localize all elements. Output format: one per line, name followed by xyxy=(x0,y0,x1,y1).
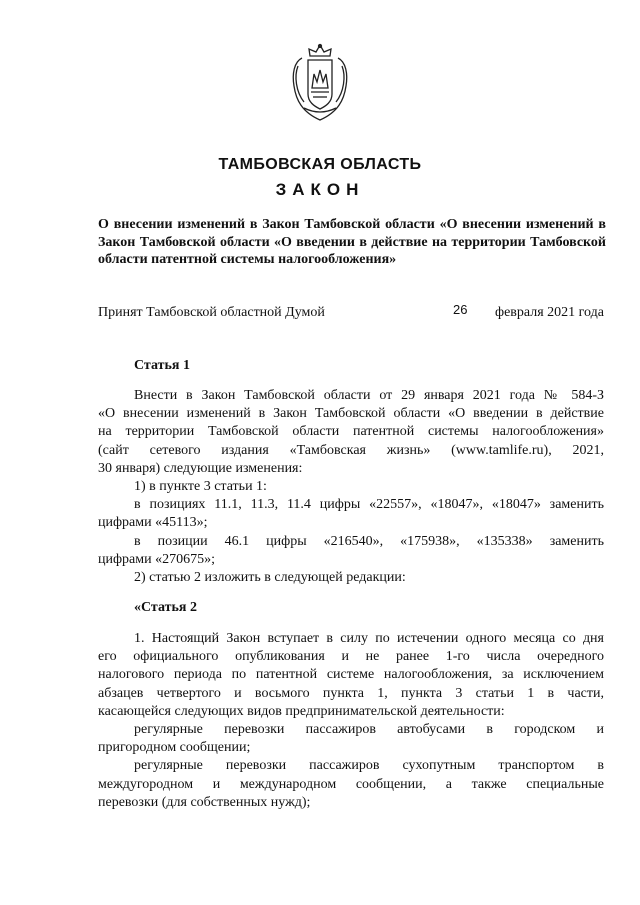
paragraph-line: регулярные перевозки пассажиров сухопутным транспортом в xyxy=(134,758,604,774)
paragraph-line: междугородном и международном сообщении, а также специальные xyxy=(98,776,604,792)
article-2-heading: «Статья 2 xyxy=(134,600,197,615)
article-1-body xyxy=(98,387,604,587)
coat-of-arms-emblem xyxy=(288,42,352,124)
paragraph-line: на территории Тамбовской области патентной системы налогообложения» xyxy=(98,424,604,440)
paragraph-line: Внести в Закон Тамбовской области от 29 января 2021 года № 584-З xyxy=(134,388,604,403)
paragraph-line: 1. Настоящий Закон вступает в силу по истечении одного месяца со дня xyxy=(134,631,604,646)
paragraph-line: (сайт сетевого издания «Тамбовская жизнь» (www.tamlife.ru), 2021, xyxy=(98,442,604,458)
paragraph-line: регулярные перевозки пассажиров автобусами в городском и xyxy=(134,722,604,738)
paragraph-line: цифрами «270675»; xyxy=(98,551,216,567)
paragraph-line: 2) статью 2 изложить в следующей редакции: xyxy=(134,570,406,586)
paragraph-line: «О внесении изменений в Закон Тамбовской области «О введении в действие xyxy=(98,406,604,422)
adopted-by-text: Принят Тамбовской областной Думой xyxy=(98,305,325,320)
article-1-heading: Статья 1 xyxy=(134,358,190,373)
paragraph-line: касающейся следующих видов предпринимательской деятельности: xyxy=(98,703,505,719)
paragraph-line: в позициях 11.1, 11.3, 11.4 цифры «22557», «18047», «18047» заменить xyxy=(134,497,604,513)
paragraph-line: пригородном сообщении; xyxy=(98,740,251,756)
adoption-month-year: февраля 2021 года xyxy=(495,305,604,320)
law-title: О внесении изменений в Закон Тамбовской области «О внесении изменений в Закон Тамбовской области «О введении в действие на территории Тамбовской области патентной системы налогообложения» xyxy=(98,217,606,267)
adoption-day: 26 xyxy=(453,302,468,317)
paragraph-line: его официального опубликования и не ранее 1-го числа очередного xyxy=(98,649,604,665)
document-type-title: ЗАКОН xyxy=(275,180,365,199)
paragraph-line: в позиции 46.1 цифры «216540», «175938», «135338» заменить xyxy=(134,533,604,549)
paragraph-line: налогового периода по патентной системе налогообложения, за исключением xyxy=(98,667,604,683)
paragraph-line: абзацев четвертого и восьмого пункта 1, пункта 3 статьи 1 в части, xyxy=(98,685,604,701)
paragraph-line: 30 января) следующие изменения: xyxy=(98,460,303,476)
paragraph-line: цифрами «45113»; xyxy=(98,515,208,531)
paragraph-line: перевозки (для собственных нужд); xyxy=(98,794,311,810)
region-name: ТАМБОВСКАЯ ОБЛАСТЬ xyxy=(218,156,422,173)
paragraph-line: 1) в пункте 3 статьи 1: xyxy=(134,479,267,495)
article-2-body xyxy=(98,630,604,812)
